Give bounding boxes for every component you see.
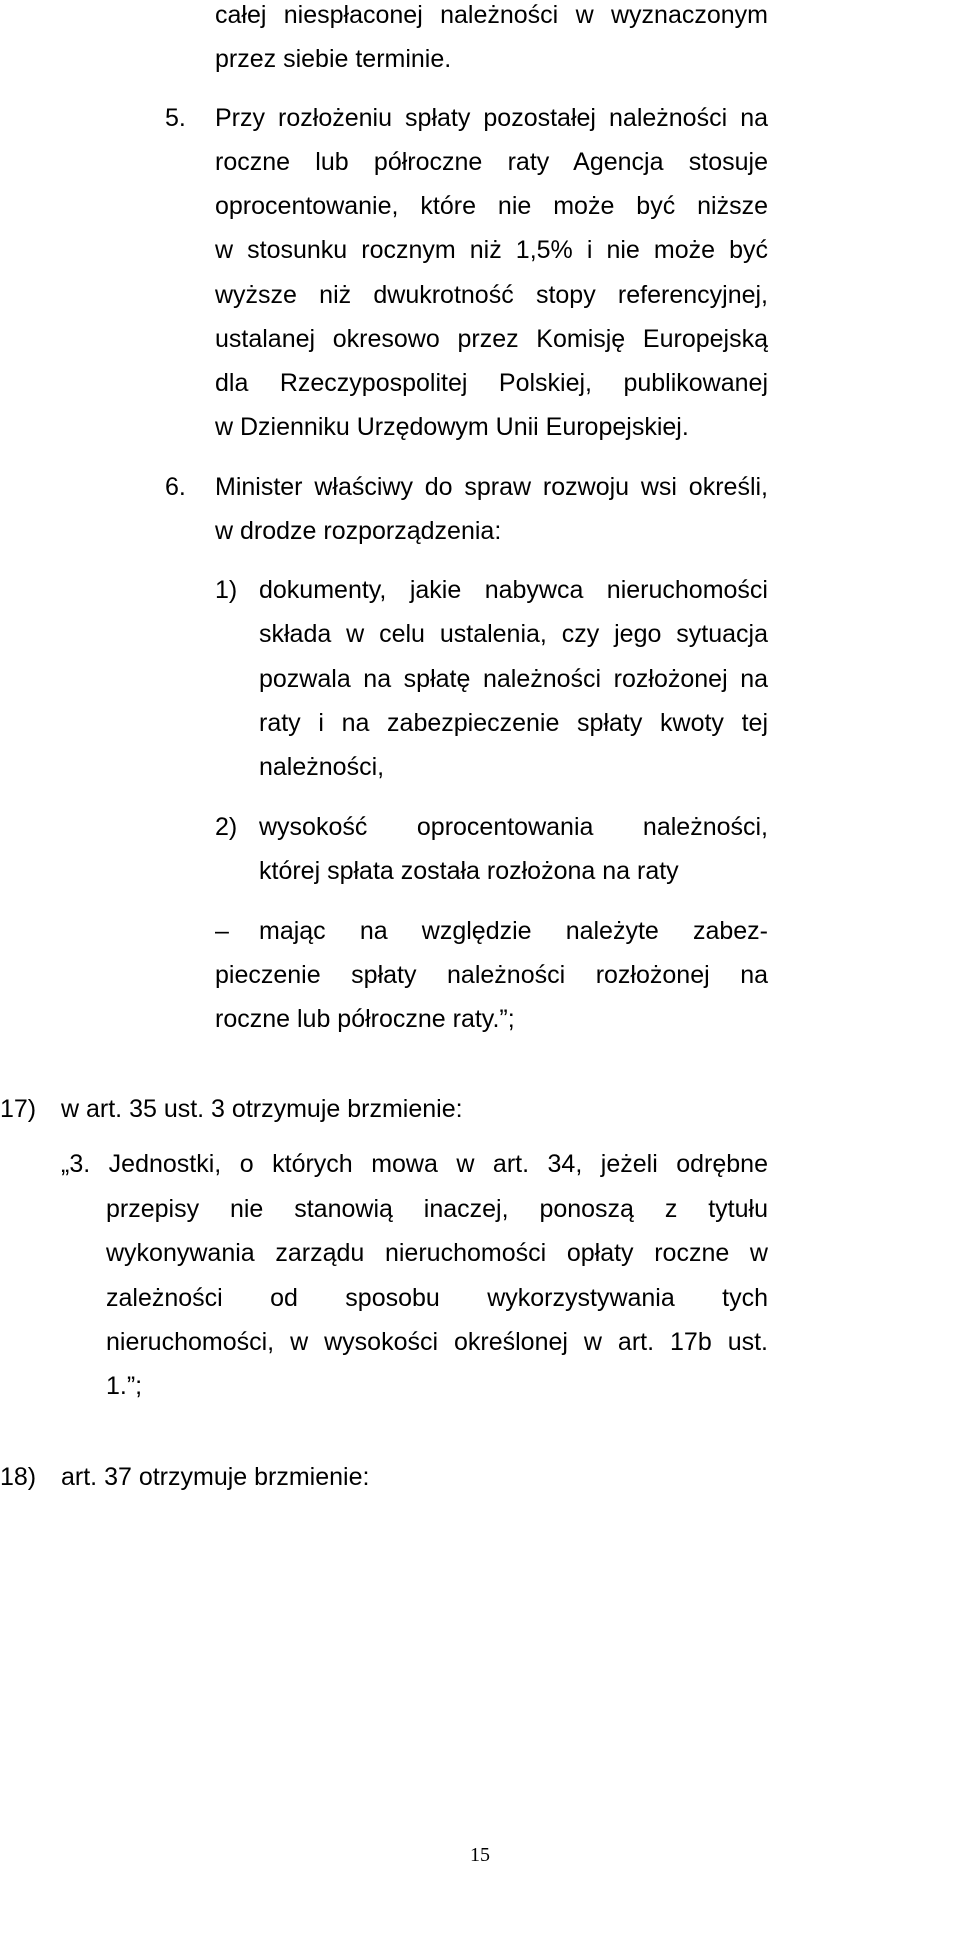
paragraph-line: Minister właściwy do spraw rozwoju wsi określi, [215,473,768,501]
quote-line: nieruchomości, w wysokości określonej w art. 17b ust. [106,1328,768,1356]
paragraph-number: 5. [165,104,186,132]
quote-line: wykonywania zarządu nieruchomości opłaty roczne w [106,1239,768,1267]
paragraph-line: w stosunku rocznym niż 1,5% i nie może być [215,236,768,264]
list-item-line: składa w celu ustalenia, czy jego sytuacja [259,620,768,648]
paragraph-line: dla Rzeczypospolitej Polskiej, publikowanej [215,369,768,397]
quote-line: 1.”; [106,1372,143,1400]
continuation-line: całej niespłaconej należności w wyznaczonym [215,1,768,29]
paragraph-line: oprocentowanie, które nie może być niższe [215,192,768,220]
page-number: 15 [470,1844,490,1866]
list-item-number: 1) [215,576,238,604]
paragraph-line: roczne lub półroczne raty Agencja stosuje [215,148,768,176]
paragraph-line: w Dzienniku Urzędowym Unii Europejskiej. [215,413,689,441]
list-item-line: pozwala na spłatę należności rozłożonej na [259,665,768,693]
paragraph-number: 6. [165,473,186,501]
closing-line: roczne lub półroczne raty.”; [215,1005,515,1033]
paragraph-line: ustalanej okresowo przez Komisję Europejską [215,325,768,353]
continuation-line: przez siebie terminie. [215,45,452,73]
point-text: w art. 35 ust. 3 otrzymuje brzmienie: [61,1095,463,1123]
quote-line: „3. Jednostki, o których mowa w art. 34, jeżeli odrębne [61,1150,768,1178]
paragraph-line: Przy rozłożeniu spłaty pozostałej należności na [215,104,768,132]
list-item-line: wysokość oprocentowania należności, [259,813,768,841]
quote-line: przepisy nie stanowią inaczej, ponoszą z tytułu [106,1195,768,1223]
paragraph-line: wyższe niż dwukrotność stopy referencyjnej, [215,281,768,309]
point-text: art. 37 otrzymuje brzmienie: [61,1463,370,1491]
list-item-line: której spłata została rozłożona na raty [259,857,679,885]
em-dash: – [215,917,229,945]
list-item-line: należności, [259,753,385,781]
list-item-line: dokumenty, jakie nabywca nieruchomości [259,576,768,604]
quote-line: zależności od sposobu wykorzystywania tych [106,1284,768,1312]
point-number: 17) [0,1095,37,1123]
point-number: 18) [0,1463,37,1491]
closing-line: mając na względzie należyte zabez- [259,917,768,945]
paragraph-line: w drodze rozporządzenia: [215,517,502,545]
list-item-line: raty i na zabezpieczenie spłaty kwoty tej [259,709,768,737]
list-item-number: 2) [215,813,238,841]
closing-line: pieczenie spłaty należności rozłożonej na [215,961,768,989]
